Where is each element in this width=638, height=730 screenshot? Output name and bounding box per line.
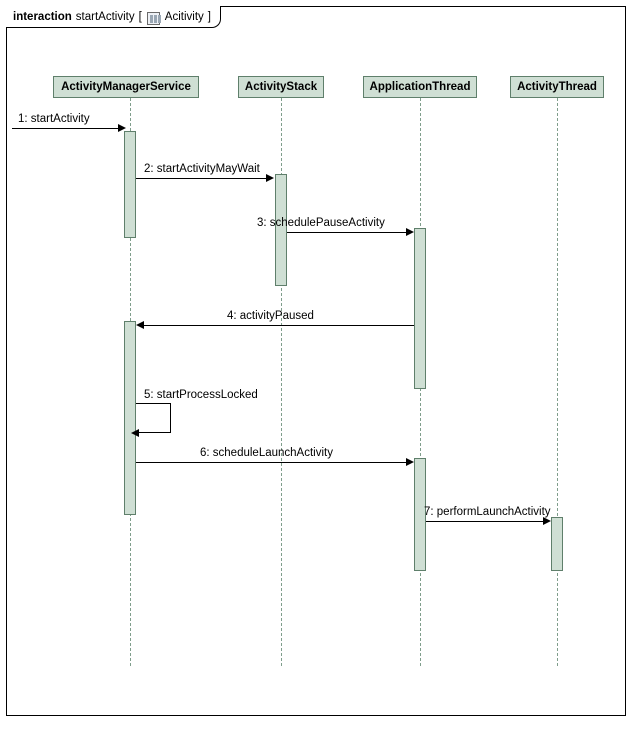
message-label-5: 5: startProcessLocked (144, 389, 258, 401)
message-line-6 (136, 462, 407, 463)
message-arrow-7 (543, 517, 551, 525)
lifeline-label: ActivityStack (244, 81, 318, 93)
message-arrow-4 (136, 321, 144, 329)
message-arrow-6 (406, 458, 414, 466)
frame-bracket-open: [ (138, 11, 142, 24)
message-arrow-2 (266, 174, 274, 182)
activation-bar-applicationthread-1 (414, 228, 426, 389)
message-label-6: 6: scheduleLaunchActivity (200, 447, 333, 459)
message-label-1: 1: startActivity (18, 113, 90, 125)
message-line-7 (426, 521, 544, 522)
message-line-2 (136, 178, 267, 179)
frame-keyword: interaction (13, 11, 72, 24)
activation-bar-activitystack-1 (275, 174, 287, 286)
message-label-4: 4: activityPaused (227, 310, 314, 322)
message-line-4 (144, 325, 414, 326)
message-self-line-5 (136, 403, 171, 433)
frame-name: startActivity (75, 11, 135, 24)
lifeline-head-applicationthread[interactable] (363, 76, 477, 98)
message-line-1 (12, 128, 120, 129)
lifeline-head-activitymanagerservice[interactable] (53, 76, 199, 98)
sequence-diagram-icon (147, 12, 160, 25)
activation-bar-activitymanagerservice-1 (124, 131, 136, 238)
message-line-3 (287, 232, 407, 233)
interaction-frame (6, 6, 626, 716)
interaction-frame-label (6, 6, 221, 28)
message-arrow-3 (406, 228, 414, 236)
lifeline-head-activitythread[interactable] (510, 76, 604, 98)
activation-bar-activitymanagerservice-2 (124, 321, 136, 515)
message-arrow-1 (118, 124, 126, 132)
frame-bracket-close: ] (207, 11, 211, 24)
message-arrow-5 (131, 429, 139, 437)
message-label-7: 7: performLaunchActivity (424, 506, 551, 518)
lifeline-label: ActivityManagerService (61, 81, 191, 93)
lifeline-dash-activitythread (557, 98, 558, 666)
lifeline-label: ActivityThread (517, 81, 597, 93)
lifeline-head-activitystack[interactable] (238, 76, 324, 98)
activation-bar-activitythread-1 (551, 517, 563, 571)
message-label-3: 3: schedulePauseActivity (257, 217, 385, 229)
frame-diagram-name: Acitivity (164, 11, 204, 24)
message-label-2: 2: startActivityMayWait (144, 163, 260, 175)
lifeline-label: ApplicationThread (369, 81, 471, 93)
